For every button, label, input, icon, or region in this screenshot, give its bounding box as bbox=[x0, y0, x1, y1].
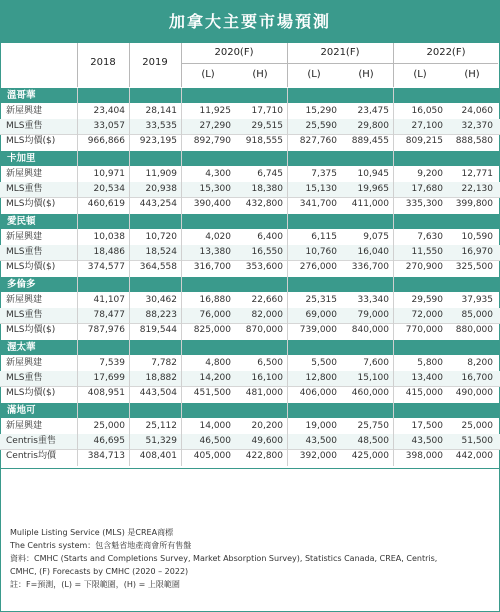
table-cell: 827,760 bbox=[299, 136, 337, 146]
row-label: 新屋興建 bbox=[6, 232, 43, 242]
table-cell: 23,475 bbox=[357, 106, 389, 116]
table-cell: 5,500 bbox=[311, 358, 337, 368]
table-cell: 442,000 bbox=[455, 451, 493, 461]
table-cell: 336,700 bbox=[351, 262, 389, 272]
table-cell: 18,882 bbox=[145, 373, 177, 383]
header-2018: 2018 bbox=[90, 57, 116, 68]
table-cell: 19,000 bbox=[305, 421, 337, 431]
table-cell: 33,057 bbox=[93, 121, 125, 131]
table-cell: 29,800 bbox=[357, 121, 389, 131]
table-cell: 25,590 bbox=[305, 121, 337, 131]
table-cell: 889,455 bbox=[351, 136, 389, 146]
table-cell: 78,477 bbox=[93, 310, 125, 320]
table-cell: 32,370 bbox=[461, 121, 493, 131]
table-cell: 490,000 bbox=[455, 388, 493, 398]
row-label: MLS重售 bbox=[6, 373, 43, 383]
table-cell: 443,504 bbox=[139, 388, 177, 398]
table-row bbox=[0, 371, 500, 386]
row-label: 新屋興建 bbox=[6, 421, 43, 431]
table-cell: 443,254 bbox=[139, 199, 177, 209]
footer-notes bbox=[10, 526, 495, 591]
table-cell: 17,500 bbox=[411, 421, 443, 431]
table-row bbox=[0, 386, 500, 401]
header-col-sep bbox=[129, 43, 130, 87]
table-cell: 316,700 bbox=[193, 262, 231, 272]
table-cell: 408,401 bbox=[139, 451, 177, 461]
header-2022-low: (L) bbox=[413, 69, 427, 80]
row-label: MLS重售 bbox=[6, 310, 43, 320]
table-cell: 335,300 bbox=[405, 199, 443, 209]
table-cell: 12,771 bbox=[461, 169, 493, 179]
table-cell: 819,544 bbox=[139, 325, 177, 335]
header-2020-low: (L) bbox=[201, 69, 215, 80]
section-header: 滿地可 bbox=[1, 403, 499, 418]
table-row bbox=[0, 434, 500, 449]
table-cell: 18,524 bbox=[145, 247, 177, 257]
table-cell: 15,300 bbox=[199, 184, 231, 194]
header-col-sep bbox=[393, 43, 394, 87]
table-cell: 29,515 bbox=[251, 121, 283, 131]
table-cell: 14,200 bbox=[199, 373, 231, 383]
table-cell: 30,462 bbox=[145, 295, 177, 305]
table-cell: 11,550 bbox=[411, 247, 443, 257]
table-bottom-rule bbox=[0, 468, 500, 469]
table-cell: 69,000 bbox=[305, 310, 337, 320]
table-cell: 25,112 bbox=[145, 421, 177, 431]
table-cell: 18,380 bbox=[251, 184, 283, 194]
table-cell: 49,600 bbox=[251, 436, 283, 446]
table-cell: 325,500 bbox=[455, 262, 493, 272]
table-cell: 7,539 bbox=[99, 358, 125, 368]
table-cell: 25,750 bbox=[357, 421, 389, 431]
table-cell: 6,745 bbox=[257, 169, 283, 179]
table-cell: 966,866 bbox=[87, 136, 125, 146]
table-cell: 20,534 bbox=[93, 184, 125, 194]
table-cell: 16,550 bbox=[251, 247, 283, 257]
table-cell: 405,000 bbox=[193, 451, 231, 461]
table-row bbox=[0, 104, 500, 119]
row-label: Centris重售 bbox=[6, 436, 56, 446]
table-cell: 12,800 bbox=[305, 373, 337, 383]
table-cell: 27,290 bbox=[199, 121, 231, 131]
row-label: MLS均價($) bbox=[6, 388, 56, 398]
table-cell: 17,699 bbox=[93, 373, 125, 383]
table-cell: 276,000 bbox=[299, 262, 337, 272]
table-header bbox=[0, 43, 500, 87]
table-cell: 809,215 bbox=[405, 136, 443, 146]
header-col-sep bbox=[287, 43, 288, 87]
page-title: 加拿大主要市場預測 bbox=[1, 1, 499, 43]
table-cell: 411,000 bbox=[351, 199, 389, 209]
table-cell: 10,720 bbox=[145, 232, 177, 242]
table-cell: 425,000 bbox=[351, 451, 389, 461]
table-row bbox=[0, 119, 500, 134]
footer-line: 註：F=預測，(L) = 下限範圍，(H) = 上限範圍 bbox=[10, 580, 180, 589]
table-cell: 10,971 bbox=[93, 169, 125, 179]
table-cell: 7,630 bbox=[417, 232, 443, 242]
section-header: 渥太華 bbox=[1, 340, 499, 355]
footer-line: 資料：CMHC (Starts and Completions Survey, Market Absorption Survey), Statistics Canada, CREA, Centris, bbox=[10, 554, 438, 563]
header-2019: 2019 bbox=[142, 57, 168, 68]
table-cell: 364,558 bbox=[139, 262, 177, 272]
row-label: MLS均價($) bbox=[6, 262, 56, 272]
table-cell: 20,200 bbox=[251, 421, 283, 431]
table-cell: 880,000 bbox=[455, 325, 493, 335]
table-row bbox=[0, 182, 500, 197]
table-cell: 16,700 bbox=[461, 373, 493, 383]
table-cell: 33,535 bbox=[145, 121, 177, 131]
table-cell: 6,500 bbox=[257, 358, 283, 368]
table-cell: 27,100 bbox=[411, 121, 443, 131]
table-row bbox=[0, 134, 500, 149]
table-cell: 9,075 bbox=[363, 232, 389, 242]
table-cell: 48,500 bbox=[357, 436, 389, 446]
table-cell: 29,590 bbox=[411, 295, 443, 305]
header-2021-low: (L) bbox=[307, 69, 321, 80]
table-cell: 46,695 bbox=[93, 436, 125, 446]
table-cell: 390,400 bbox=[193, 199, 231, 209]
footer-line: The Centris system：包含魁省地產商會所有售盤 bbox=[10, 541, 192, 550]
table-cell: 923,195 bbox=[139, 136, 177, 146]
table-cell: 825,000 bbox=[193, 325, 231, 335]
header-2020-high: (H) bbox=[252, 69, 268, 80]
table-cell: 6,115 bbox=[311, 232, 337, 242]
table-cell: 51,500 bbox=[461, 436, 493, 446]
row-label: MLS均價($) bbox=[6, 325, 56, 335]
table-cell: 17,710 bbox=[251, 106, 283, 116]
row-label: MLS重售 bbox=[6, 247, 43, 257]
table-cell: 24,060 bbox=[461, 106, 493, 116]
table-cell: 79,000 bbox=[357, 310, 389, 320]
row-label: 新屋興建 bbox=[6, 295, 43, 305]
table-row bbox=[0, 230, 500, 245]
table-cell: 5,800 bbox=[417, 358, 443, 368]
table-cell: 408,951 bbox=[87, 388, 125, 398]
footer-line: Muliple Listing Service (MLS) 是CREA商標 bbox=[10, 528, 174, 537]
table-cell: 22,130 bbox=[461, 184, 493, 194]
table-cell: 8,200 bbox=[467, 358, 493, 368]
table-cell: 22,660 bbox=[251, 295, 283, 305]
table-cell: 4,300 bbox=[205, 169, 231, 179]
header-2022-high: (H) bbox=[464, 69, 480, 80]
section-header: 溫哥華 bbox=[1, 88, 499, 103]
table-cell: 76,000 bbox=[199, 310, 231, 320]
column-divider bbox=[181, 88, 182, 466]
table-cell: 384,713 bbox=[87, 451, 125, 461]
table-cell: 422,800 bbox=[245, 451, 283, 461]
row-label: MLS均價($) bbox=[6, 199, 56, 209]
table-row bbox=[0, 293, 500, 308]
table-row bbox=[0, 356, 500, 371]
table-cell: 51,329 bbox=[145, 436, 177, 446]
section-header: 多倫多 bbox=[1, 277, 499, 292]
table-cell: 406,000 bbox=[299, 388, 337, 398]
table-cell: 82,000 bbox=[251, 310, 283, 320]
table-cell: 10,590 bbox=[461, 232, 493, 242]
row-label: 新屋興建 bbox=[6, 358, 43, 368]
table-cell: 16,100 bbox=[251, 373, 283, 383]
table-cell: 870,000 bbox=[245, 325, 283, 335]
table-cell: 10,760 bbox=[305, 247, 337, 257]
table-cell: 918,555 bbox=[245, 136, 283, 146]
table-cell: 20,938 bbox=[145, 184, 177, 194]
table-cell: 16,050 bbox=[411, 106, 443, 116]
table-cell: 892,790 bbox=[193, 136, 231, 146]
table-cell: 25,000 bbox=[93, 421, 125, 431]
table-row bbox=[0, 260, 500, 275]
header-2020: 2020(F) bbox=[214, 47, 254, 58]
table-cell: 15,130 bbox=[305, 184, 337, 194]
table-cell: 6,400 bbox=[257, 232, 283, 242]
table-cell: 460,619 bbox=[87, 199, 125, 209]
table-row bbox=[0, 167, 500, 182]
table-cell: 25,000 bbox=[461, 421, 493, 431]
table-cell: 41,107 bbox=[93, 295, 125, 305]
table-cell: 888,580 bbox=[455, 136, 493, 146]
header-col-sep bbox=[77, 43, 78, 87]
table-cell: 341,700 bbox=[299, 199, 337, 209]
table-cell: 460,000 bbox=[351, 388, 389, 398]
table-cell: 88,223 bbox=[145, 310, 177, 320]
table-cell: 72,000 bbox=[411, 310, 443, 320]
table-cell: 399,800 bbox=[455, 199, 493, 209]
table-cell: 43,500 bbox=[305, 436, 337, 446]
header-2022: 2022(F) bbox=[426, 47, 466, 58]
table-cell: 16,040 bbox=[357, 247, 389, 257]
table-cell: 11,925 bbox=[199, 106, 231, 116]
table-cell: 15,290 bbox=[305, 106, 337, 116]
table-cell: 9,200 bbox=[417, 169, 443, 179]
table-cell: 46,500 bbox=[199, 436, 231, 446]
section-header: 愛民頓 bbox=[1, 214, 499, 229]
column-divider bbox=[287, 88, 288, 466]
row-label: MLS均價($) bbox=[6, 136, 56, 146]
row-label: MLS重售 bbox=[6, 121, 43, 131]
row-label: 新屋興建 bbox=[6, 106, 43, 116]
table-cell: 451,500 bbox=[193, 388, 231, 398]
row-label: 新屋興建 bbox=[6, 169, 43, 179]
table-cell: 33,340 bbox=[357, 295, 389, 305]
table-cell: 16,880 bbox=[199, 295, 231, 305]
table-cell: 16,970 bbox=[461, 247, 493, 257]
table-cell: 13,380 bbox=[199, 247, 231, 257]
table-cell: 7,375 bbox=[311, 169, 337, 179]
table-row bbox=[0, 245, 500, 260]
table-cell: 392,000 bbox=[299, 451, 337, 461]
table-cell: 23,404 bbox=[93, 106, 125, 116]
table-cell: 11,909 bbox=[145, 169, 177, 179]
table-cell: 10,945 bbox=[357, 169, 389, 179]
table-cell: 4,020 bbox=[205, 232, 231, 242]
table-cell: 739,000 bbox=[299, 325, 337, 335]
table-row bbox=[0, 323, 500, 338]
table-cell: 398,000 bbox=[405, 451, 443, 461]
header-col-sep bbox=[181, 43, 182, 87]
table-cell: 7,782 bbox=[151, 358, 177, 368]
row-label: Centris均價 bbox=[6, 451, 56, 461]
table-cell: 481,000 bbox=[245, 388, 283, 398]
table-cell: 353,600 bbox=[245, 262, 283, 272]
header-2021-high: (H) bbox=[358, 69, 374, 80]
table-cell: 17,680 bbox=[411, 184, 443, 194]
table-cell: 18,486 bbox=[93, 247, 125, 257]
table-cell: 4,800 bbox=[205, 358, 231, 368]
table-row bbox=[0, 449, 500, 464]
table-cell: 28,141 bbox=[145, 106, 177, 116]
section-header: 卡加里 bbox=[1, 151, 499, 166]
table-cell: 415,000 bbox=[405, 388, 443, 398]
header-divider bbox=[182, 63, 498, 64]
table-cell: 10,038 bbox=[93, 232, 125, 242]
table-cell: 43,500 bbox=[411, 436, 443, 446]
column-divider bbox=[129, 88, 130, 466]
table-cell: 13,400 bbox=[411, 373, 443, 383]
table-row bbox=[0, 419, 500, 434]
table-cell: 14,000 bbox=[199, 421, 231, 431]
table-cell: 374,577 bbox=[87, 262, 125, 272]
table-cell: 37,935 bbox=[461, 295, 493, 305]
column-divider bbox=[77, 88, 78, 466]
table-cell: 432,800 bbox=[245, 199, 283, 209]
column-divider bbox=[393, 88, 394, 466]
table-row bbox=[0, 197, 500, 212]
table-cell: 7,600 bbox=[363, 358, 389, 368]
table-cell: 15,100 bbox=[357, 373, 389, 383]
table-cell: 270,900 bbox=[405, 262, 443, 272]
header-2021: 2021(F) bbox=[320, 47, 360, 58]
row-label: MLS重售 bbox=[6, 184, 43, 194]
table-cell: 787,976 bbox=[87, 325, 125, 335]
table-cell: 19,965 bbox=[357, 184, 389, 194]
table-cell: 840,000 bbox=[351, 325, 389, 335]
footer-line: CMHC, (F) Forecasts by CMHC (2020 – 2022) bbox=[10, 567, 189, 576]
table-cell: 25,315 bbox=[305, 295, 337, 305]
table-row bbox=[0, 308, 500, 323]
table-cell: 770,000 bbox=[405, 325, 443, 335]
table-cell: 85,000 bbox=[461, 310, 493, 320]
